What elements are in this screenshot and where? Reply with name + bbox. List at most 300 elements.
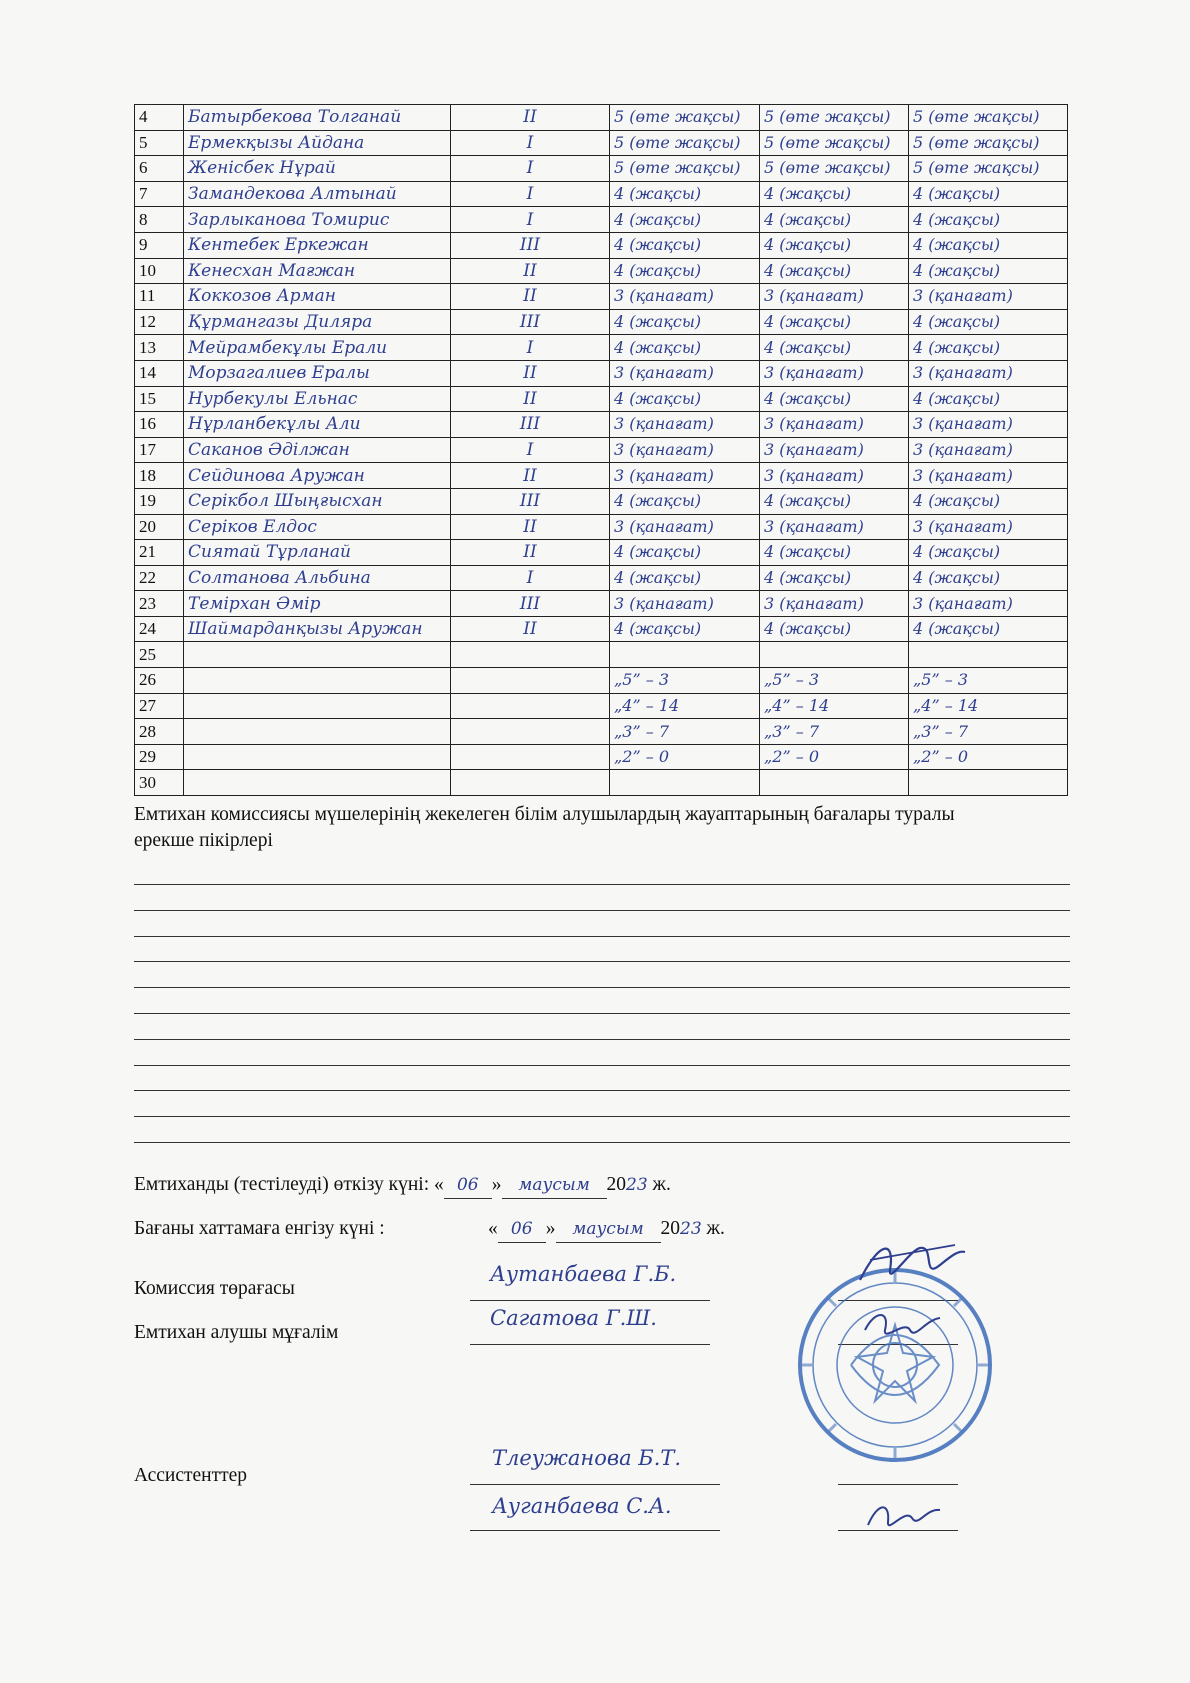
grade-3: 4 (жақсы) [913, 260, 1001, 280]
row-number: 13 [139, 337, 156, 357]
grade-2-cell [760, 565, 909, 591]
grade-2: 3 (қанағат) [764, 465, 864, 485]
group-number-cell [451, 360, 610, 386]
student-name: Кенесхан Мағжан [188, 260, 356, 281]
group-number-cell [451, 105, 610, 131]
table-row [135, 565, 1068, 591]
student-name-cell [184, 130, 451, 156]
group-number: III [519, 491, 541, 512]
grade-1: 3 (қанағат) [614, 465, 714, 485]
assistants-label: Ассистенттер [134, 1465, 248, 1486]
grade-1: 4 (жақсы) [614, 235, 702, 255]
grade-2-cell [760, 437, 909, 463]
row-number: 6 [139, 158, 148, 178]
grade-3: 3 (қанағат) [913, 286, 1013, 306]
entry-date-year-suffix: 23 [680, 1219, 702, 1239]
grade-3-cell [909, 181, 1068, 207]
grade-1: 4 (жақсы) [614, 567, 702, 587]
grade-2: 3 (қанағат) [764, 440, 864, 460]
row-number: 21 [139, 542, 156, 562]
row-number-cell [135, 616, 184, 642]
row-number-cell [135, 284, 184, 310]
grade-2-cell [760, 156, 909, 182]
row-number-cell [135, 540, 184, 566]
student-name-cell [184, 463, 451, 489]
grade-1-cell [610, 437, 760, 463]
group-number-cell [451, 181, 610, 207]
grade-2-cell [760, 360, 909, 386]
row-number-cell [135, 232, 184, 258]
group-number: II [523, 388, 537, 409]
group-number-cell [451, 437, 610, 463]
table-row [135, 488, 1068, 514]
student-name: Батырбекова Толганай [188, 107, 402, 128]
grade-3: „2” – 0 [913, 747, 968, 767]
grade-1-cell [610, 488, 760, 514]
group-number: III [519, 312, 541, 333]
group-number-cell [451, 488, 610, 514]
grade-3-cell [909, 156, 1068, 182]
exam-date-day: 06 [444, 1172, 492, 1199]
grades-table [134, 104, 1068, 796]
grade-2: 4 (жақсы) [764, 491, 852, 511]
row-number: 17 [139, 440, 156, 460]
table-row [135, 540, 1068, 566]
grade-1: 4 (жақсы) [614, 184, 702, 204]
exam-date-year-suffix: 23 [626, 1175, 648, 1195]
row-number: 9 [139, 235, 148, 255]
grade-2-cell [760, 642, 909, 668]
teacher-name: Сагатова Г.Ш. [490, 1306, 657, 1330]
table-row [135, 744, 1068, 770]
grade-3: 4 (жақсы) [913, 312, 1001, 332]
grade-2: 3 (қанағат) [764, 516, 864, 536]
group-number-cell [451, 156, 610, 182]
grade-2-cell [760, 744, 909, 770]
row-number-cell [135, 309, 184, 335]
table-row [135, 309, 1068, 335]
grade-3: „5” – 3 [913, 670, 968, 690]
assistant1-name: Тлеужанова Б.Т. [492, 1446, 682, 1470]
grade-3: 4 (жақсы) [913, 491, 1001, 511]
row-number: 23 [139, 593, 156, 613]
grade-1-cell [610, 668, 760, 694]
exam-date-close-quote: » [491, 1174, 502, 1195]
row-number: 8 [139, 209, 148, 229]
row-number: 29 [139, 747, 156, 767]
grade-1-cell [610, 642, 760, 668]
entry-date-label: Бағаны хаттамаға енгізу күні : [134, 1218, 385, 1239]
grade-2-cell [760, 412, 909, 438]
grade-1-cell [610, 540, 760, 566]
grade-3: 3 (қанағат) [913, 363, 1013, 383]
student-name: Сейдинова Аружан [188, 465, 365, 486]
grade-3-cell [909, 514, 1068, 540]
row-number-cell [135, 386, 184, 412]
row-number-cell [135, 130, 184, 156]
assistant1-name-line [470, 1484, 720, 1485]
grade-1: 3 (қанағат) [614, 440, 714, 460]
grade-3: 4 (жақсы) [913, 209, 1001, 229]
table-row [135, 463, 1068, 489]
group-number: III [519, 414, 541, 435]
teacher-signature-icon [855, 1300, 955, 1350]
student-name-cell [184, 591, 451, 617]
grade-3-cell [909, 488, 1068, 514]
table-row [135, 181, 1068, 207]
grade-2-cell [760, 335, 909, 361]
grade-1-cell [610, 156, 760, 182]
grade-2-cell [760, 207, 909, 233]
row-number: 11 [139, 286, 156, 306]
grade-1-cell [610, 591, 760, 617]
row-number-cell [135, 335, 184, 361]
group-number: I [526, 209, 534, 230]
grade-2: 4 (жақсы) [764, 567, 852, 587]
grade-3: 3 (қанағат) [913, 593, 1013, 613]
group-number-cell [451, 770, 610, 796]
group-number-cell [451, 258, 610, 284]
grade-2-cell [760, 719, 909, 745]
student-name-cell [184, 540, 451, 566]
group-number: I [526, 158, 534, 179]
row-number-cell [135, 258, 184, 284]
group-number-cell [451, 309, 610, 335]
grades-table-body [135, 105, 1068, 796]
row-number: 12 [139, 312, 156, 332]
grade-2: 4 (жақсы) [764, 235, 852, 255]
row-number: 7 [139, 184, 148, 204]
grade-2: 3 (қанағат) [764, 593, 864, 613]
group-number-cell [451, 693, 610, 719]
group-number-cell [451, 565, 610, 591]
group-number: II [523, 619, 537, 640]
grade-3: 4 (жақсы) [913, 184, 1001, 204]
grade-2-cell [760, 488, 909, 514]
student-name: Замандекова Алтынай [188, 184, 397, 205]
grade-1-cell [610, 360, 760, 386]
student-name: Серіков Елдос [188, 516, 317, 537]
student-name-cell [184, 437, 451, 463]
row-number: 25 [139, 644, 156, 664]
teacher-label: Емтихан алушы мұғалім [134, 1322, 339, 1343]
grade-1-cell [610, 514, 760, 540]
assistant-signature-icon [860, 1490, 950, 1540]
student-name-cell [184, 719, 451, 745]
student-name-cell [184, 360, 451, 386]
student-name: Солтанова Альбина [188, 567, 371, 588]
grade-1: 5 (өте жақсы) [614, 158, 741, 178]
grade-2-cell [760, 232, 909, 258]
grade-3-cell [909, 309, 1068, 335]
student-name-cell [184, 335, 451, 361]
grade-3: 4 (жақсы) [913, 337, 1001, 357]
entry-date-month: маусым [556, 1216, 661, 1243]
group-number: I [526, 440, 534, 461]
row-number-cell [135, 565, 184, 591]
student-name-cell [184, 105, 451, 131]
group-number: II [523, 107, 537, 128]
grade-1-cell [610, 386, 760, 412]
chair-name: Аутанбаева Г.Б. [490, 1262, 677, 1286]
group-number: II [523, 516, 537, 537]
student-name-cell [184, 616, 451, 642]
grade-2-cell [760, 770, 909, 796]
grade-2: 5 (өте жақсы) [764, 132, 891, 152]
table-row [135, 770, 1068, 796]
grade-1: 4 (жақсы) [614, 312, 702, 332]
row-number-cell [135, 693, 184, 719]
grade-3: „3” – 7 [913, 721, 968, 741]
student-name: Құрмангазы Диляра [188, 312, 373, 333]
grade-1-cell [610, 309, 760, 335]
entry-date-day: 06 [498, 1216, 546, 1243]
group-number: II [523, 260, 537, 281]
row-number-cell [135, 156, 184, 182]
row-number-cell [135, 412, 184, 438]
grade-3-cell [909, 719, 1068, 745]
row-number-cell [135, 642, 184, 668]
student-name-cell [184, 258, 451, 284]
grade-2: 4 (жақсы) [764, 388, 852, 408]
group-number-cell [451, 207, 610, 233]
row-number-cell [135, 181, 184, 207]
grade-1-cell [610, 719, 760, 745]
grade-1-cell [610, 284, 760, 310]
grade-1-cell [610, 207, 760, 233]
grade-2: 3 (қанағат) [764, 363, 864, 383]
row-number-cell [135, 591, 184, 617]
grade-3: 3 (қанағат) [913, 414, 1013, 434]
grade-3: 5 (өте жақсы) [913, 132, 1040, 152]
table-row [135, 693, 1068, 719]
group-number: II [523, 465, 537, 486]
grade-3: 5 (өте жақсы) [913, 107, 1040, 127]
opinion-line [134, 884, 1070, 885]
student-name-cell [184, 386, 451, 412]
grade-1: 3 (қанағат) [614, 516, 714, 536]
table-row [135, 386, 1068, 412]
row-number: 19 [139, 491, 156, 511]
opinion-line [134, 1142, 1070, 1143]
grade-2-cell [760, 616, 909, 642]
chair-signature-icon [850, 1230, 970, 1300]
group-number-cell [451, 540, 610, 566]
grade-3-cell [909, 591, 1068, 617]
student-name-cell [184, 642, 451, 668]
assistant1-sign-line [838, 1484, 958, 1485]
grade-1-cell [610, 130, 760, 156]
grade-3-cell [909, 668, 1068, 694]
group-number-cell [451, 130, 610, 156]
grade-3-cell [909, 463, 1068, 489]
row-number-cell [135, 437, 184, 463]
row-number-cell [135, 360, 184, 386]
grade-2: 5 (өте жақсы) [764, 158, 891, 178]
student-name-cell [184, 744, 451, 770]
grade-2-cell [760, 258, 909, 284]
student-name-cell [184, 207, 451, 233]
grade-1: 4 (жақсы) [614, 619, 702, 639]
grade-1: 4 (жақсы) [614, 337, 702, 357]
grade-2: 4 (жақсы) [764, 619, 852, 639]
student-name-cell [184, 309, 451, 335]
grade-3: 3 (қанағат) [913, 465, 1013, 485]
chair-name-line [470, 1300, 710, 1301]
grade-1: 4 (жақсы) [614, 388, 702, 408]
table-row [135, 642, 1068, 668]
exam-date-year-prefix: 20 [606, 1174, 627, 1195]
group-number-cell [451, 412, 610, 438]
exam-date-tail: ж. [647, 1174, 671, 1195]
group-number: I [526, 567, 534, 588]
grade-2: „3” – 7 [764, 721, 819, 741]
group-number: II [523, 286, 537, 307]
grade-2: 3 (қанағат) [764, 414, 864, 434]
grade-1-cell [610, 181, 760, 207]
entry-date-row [134, 1216, 385, 1242]
table-row [135, 719, 1068, 745]
student-name: Сиятай Тұрланай [188, 542, 351, 563]
grade-1: 4 (жақсы) [614, 260, 702, 280]
grade-2-cell [760, 540, 909, 566]
row-number: 24 [139, 619, 156, 639]
grade-2-cell [760, 693, 909, 719]
grade-1-cell [610, 565, 760, 591]
grade-1-cell [610, 412, 760, 438]
grade-2: 4 (жақсы) [764, 184, 852, 204]
student-name-cell [184, 514, 451, 540]
group-number: III [519, 235, 541, 256]
student-name-cell [184, 770, 451, 796]
student-name-cell [184, 668, 451, 694]
grade-2: 4 (жақсы) [764, 209, 852, 229]
grade-2: 5 (өте жақсы) [764, 107, 891, 127]
row-number: 26 [139, 670, 156, 690]
exam-date-row [134, 1172, 671, 1199]
row-number-cell [135, 744, 184, 770]
grade-3-cell [909, 130, 1068, 156]
group-number: III [519, 593, 541, 614]
row-number: 16 [139, 414, 156, 434]
table-row [135, 412, 1068, 438]
group-number-cell [451, 386, 610, 412]
table-row [135, 207, 1068, 233]
group-number-cell [451, 335, 610, 361]
grade-3-cell [909, 540, 1068, 566]
group-number-cell [451, 616, 610, 642]
student-name-cell [184, 156, 451, 182]
opinion-line [134, 1013, 1070, 1014]
opinion-line [134, 1065, 1070, 1066]
student-name: Мейрамбекұлы Ерали [188, 337, 388, 358]
grade-1: 3 (қанағат) [614, 593, 714, 613]
grade-2-cell [760, 309, 909, 335]
grade-1: „4” – 14 [614, 695, 680, 715]
grade-2: 4 (жақсы) [764, 542, 852, 562]
opinion-line [134, 910, 1070, 911]
grade-3-cell [909, 258, 1068, 284]
grade-1-cell [610, 616, 760, 642]
student-name-cell [184, 284, 451, 310]
teacher-name-line [470, 1344, 710, 1345]
table-row [135, 437, 1068, 463]
group-number: I [526, 132, 534, 153]
grade-2: „2” – 0 [764, 747, 819, 767]
table-row [135, 514, 1068, 540]
grade-2: „5” – 3 [764, 670, 819, 690]
opinion-line [134, 987, 1070, 988]
grade-3-cell [909, 616, 1068, 642]
grade-2-cell [760, 181, 909, 207]
grade-3-cell [909, 335, 1068, 361]
row-number: 20 [139, 516, 156, 536]
grade-3-cell [909, 693, 1068, 719]
student-name: Коккозов Арман [188, 286, 336, 307]
table-row [135, 360, 1068, 386]
group-number-cell [451, 463, 610, 489]
group-number-cell [451, 591, 610, 617]
row-number-cell [135, 463, 184, 489]
student-name-cell [184, 565, 451, 591]
grade-2-cell [760, 130, 909, 156]
table-row [135, 284, 1068, 310]
group-number-cell [451, 668, 610, 694]
chair-label: Комиссия төрағасы [134, 1278, 295, 1299]
student-name: Серікбол Шыңғысхан [188, 491, 383, 512]
grade-3-cell [909, 105, 1068, 131]
grade-3-cell [909, 386, 1068, 412]
entry-date-tail: ж. [701, 1218, 725, 1239]
table-row [135, 232, 1068, 258]
grade-1: „2” – 0 [614, 747, 669, 767]
grade-3: 4 (жақсы) [913, 619, 1001, 639]
grade-2: 4 (жақсы) [764, 312, 852, 332]
row-number: 27 [139, 695, 156, 715]
opinion-line [134, 961, 1070, 962]
grade-1-cell [610, 258, 760, 284]
entry-date-year-prefix: 20 [660, 1218, 680, 1239]
student-name: Зарлыканова Томирис [188, 209, 390, 230]
grade-2-cell [760, 463, 909, 489]
grade-2-cell [760, 668, 909, 694]
group-number-cell [451, 744, 610, 770]
student-name: Шаймарданқызы Аружан [188, 619, 423, 640]
exam-date-label: Емтиханды (тестілеуді) өткізу күні: « [134, 1174, 444, 1195]
table-row [135, 156, 1068, 182]
group-number: II [523, 363, 537, 384]
group-number: I [526, 184, 534, 205]
grade-3: 3 (қанағат) [913, 440, 1013, 460]
opinion-line [134, 1039, 1070, 1040]
grade-3-cell [909, 437, 1068, 463]
grade-1: „3” – 7 [614, 721, 669, 741]
grade-1: 3 (қанағат) [614, 286, 714, 306]
grade-2-cell [760, 105, 909, 131]
student-name: Морзагалиев Ералы [188, 363, 370, 384]
student-name-cell [184, 412, 451, 438]
grade-2-cell [760, 386, 909, 412]
grade-3: „4” – 14 [913, 695, 979, 715]
group-number-cell [451, 284, 610, 310]
assistant2-name: Ауганбаева С.А. [492, 1494, 672, 1518]
table-row [135, 258, 1068, 284]
grade-3-cell [909, 412, 1068, 438]
group-number: I [526, 337, 534, 358]
group-number-cell [451, 232, 610, 258]
row-number-cell [135, 668, 184, 694]
grade-1: 5 (өте жақсы) [614, 132, 741, 152]
